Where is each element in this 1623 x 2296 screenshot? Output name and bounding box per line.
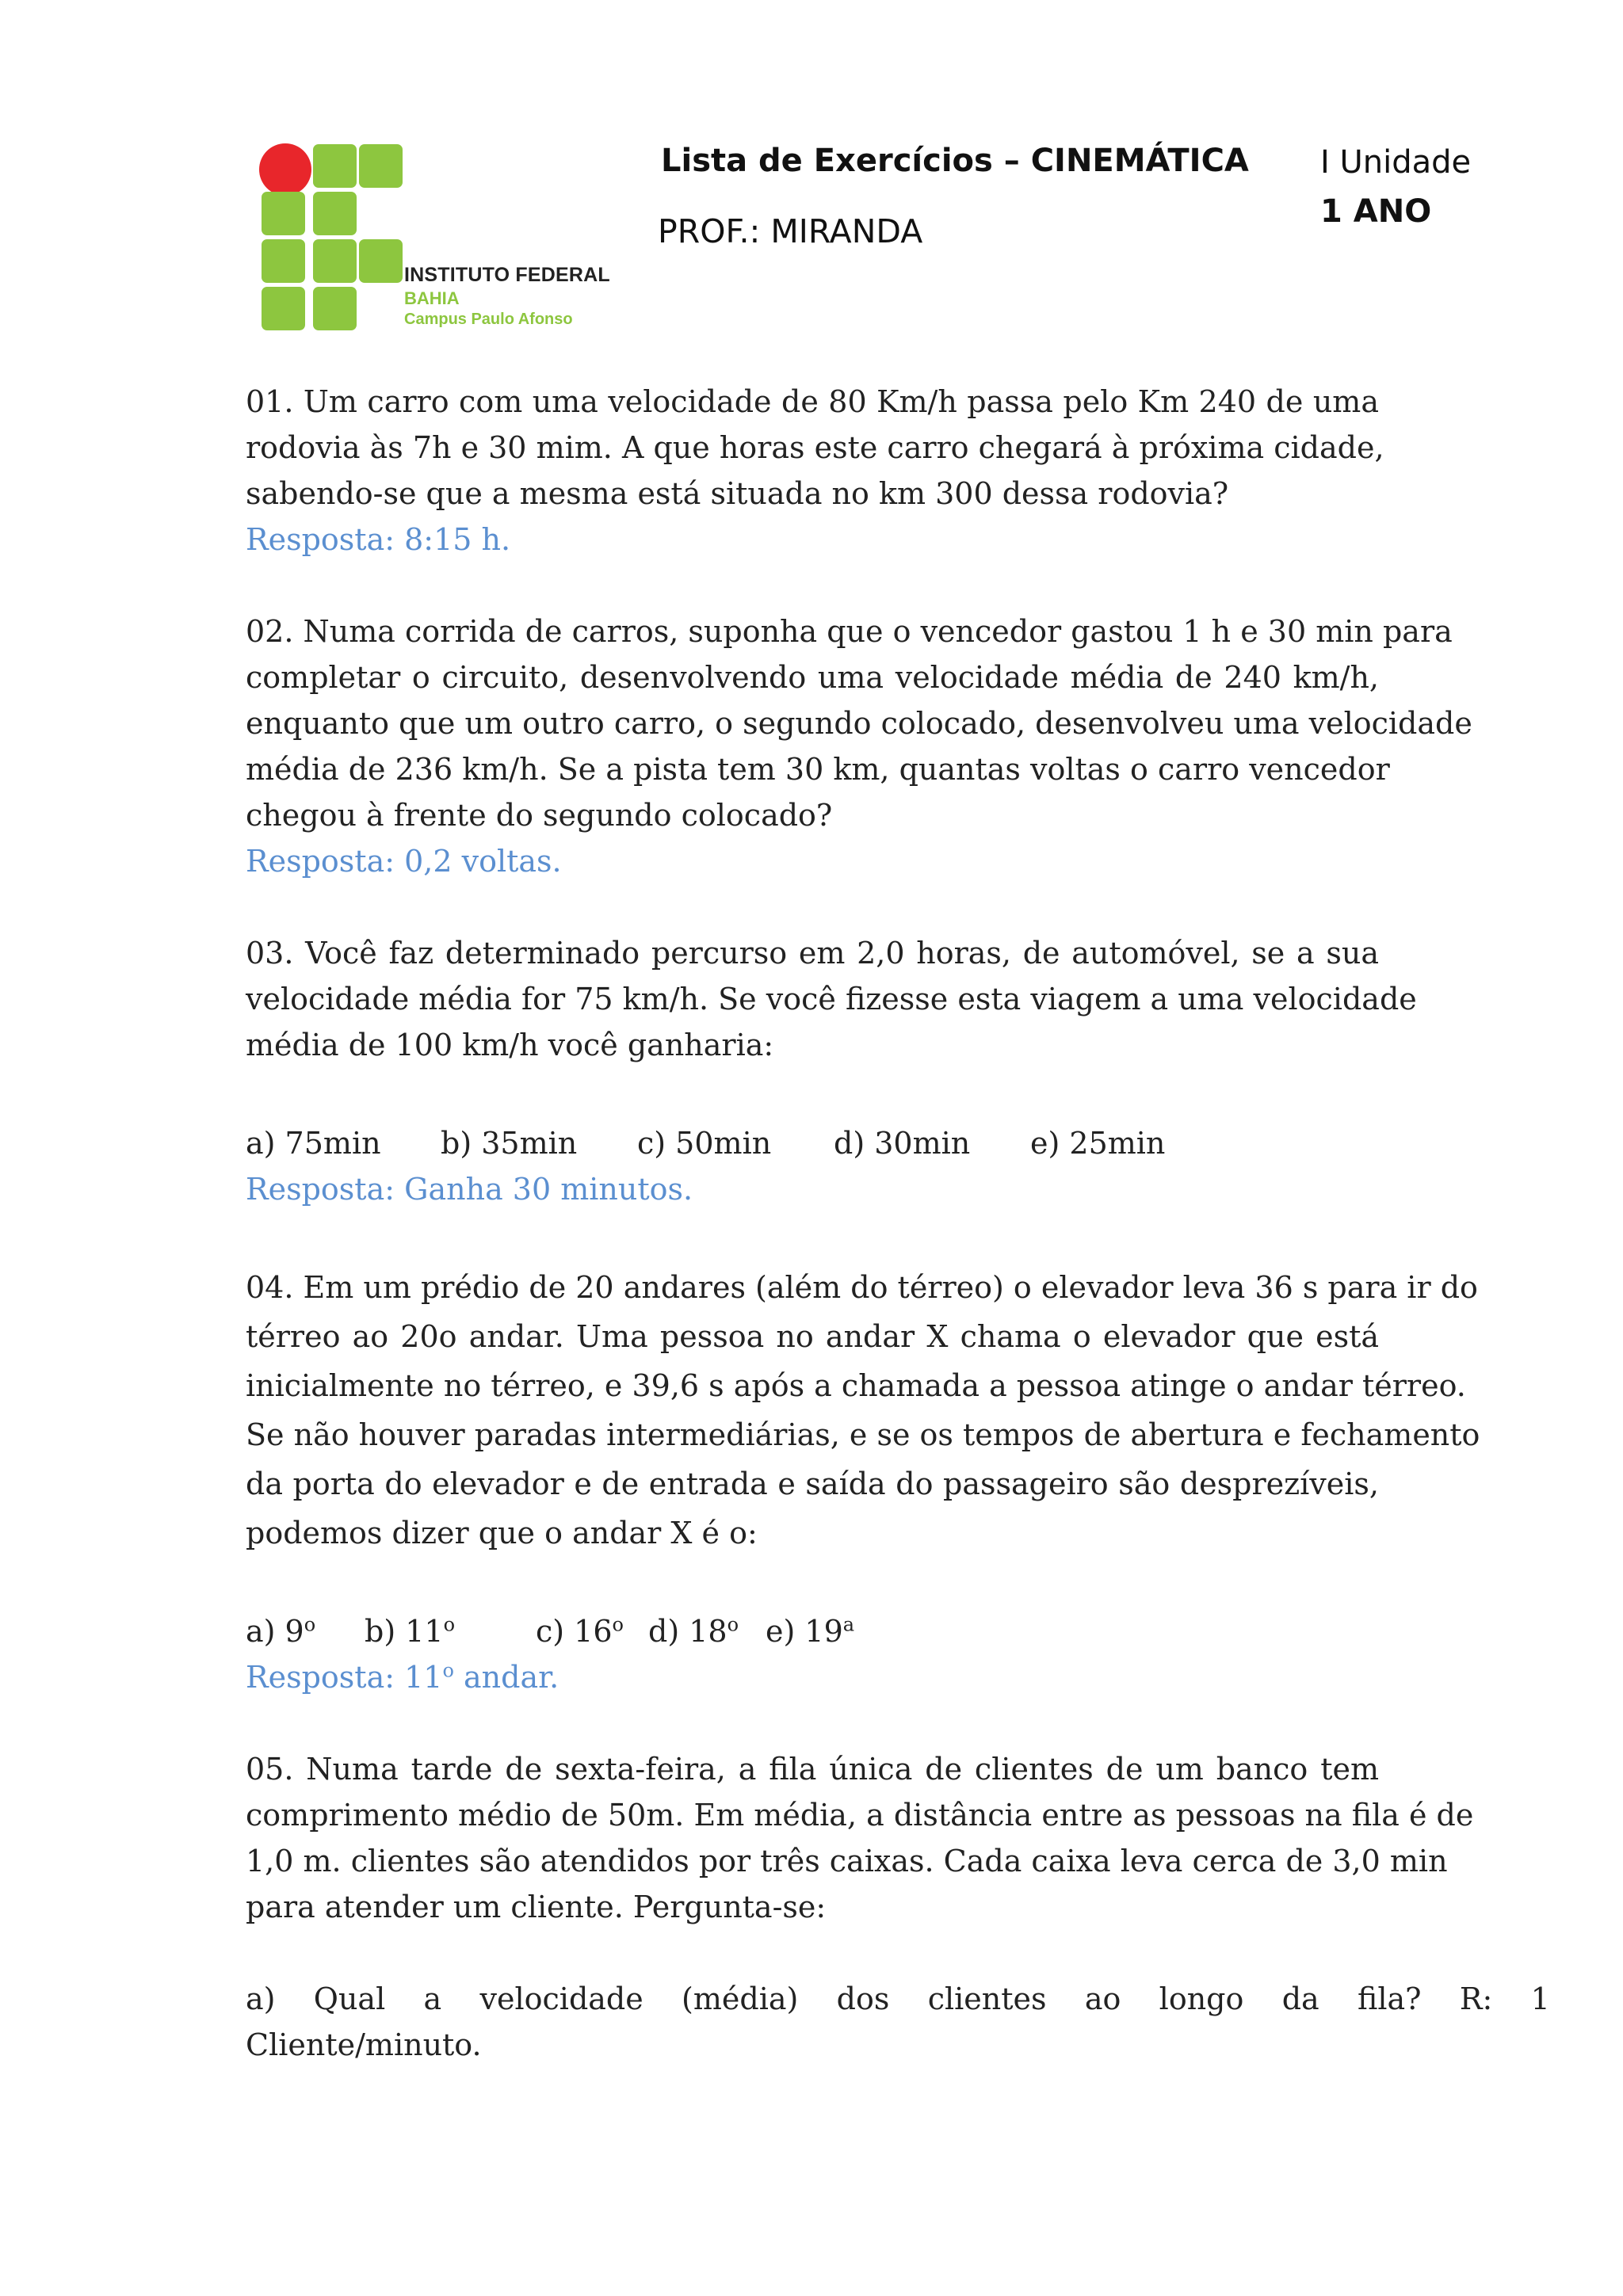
q4-line: da porta do elevador e de entrada e saída do passageiro são desprezíveis, [246,1466,1379,1501]
logo-square [262,192,305,235]
q2-line: completar o circuito, desenvolvendo uma velocidade média de 240 km/h, [246,660,1379,695]
q3-line: velocidade média for 75 km/h. Se você fizesse esta viagem a uma velocidade [246,982,1417,1016]
q1-answer: Resposta: 8:15 h. [246,522,511,557]
logo-square [262,239,305,283]
document-title: Lista de Exercícios – CINEMÁTICA [661,143,1249,179]
q3-answer: Resposta: Ganha 30 minutos. [246,1172,693,1207]
logo-square [359,239,403,283]
ordinal-indicator: o [442,1659,454,1682]
q4-option-d [648,1614,739,1649]
q4-option-c [536,1614,624,1649]
q4-answer [246,1660,1379,1695]
q4-option-b [365,1614,455,1649]
q5-line: 1,0 m. clientes são atendidos por três caixas. Cada caixa leva cerca de 3,0 min [246,1844,1448,1878]
q4-option-a [246,1614,315,1649]
q4-line: podemos dizer que o andar X é o: [246,1516,758,1550]
logo-square [262,287,305,330]
q4-option-e [766,1614,854,1649]
logo-square [313,192,357,235]
q3-option-e: e) 25min [1030,1126,1166,1161]
q5-item-a-line: a) Qual a velocidade (média) dos clientes ao longo da fila? R: 1 [246,1981,1550,2016]
logo-line-2: BAHIA [404,288,460,309]
professor-name: PROF.: MIRANDA [658,212,923,250]
option-label: d) 18 [648,1614,727,1649]
q4-line: Se não houver paradas intermediárias, e se os tempos de abertura e fechamento [246,1417,1480,1452]
option-label: a) 9 [246,1614,304,1649]
q4-line: inicialmente no térreo, e 39,6 s após a chamada a pessoa atinge o andar térreo. [246,1368,1466,1403]
option-label: c) 16 [536,1614,613,1649]
q5-line: 05. Numa tarde de sexta-feira, a fila única de clientes de um banco tem [246,1752,1379,1787]
q5-item-a-line: Cliente/minuto. [246,2027,482,2062]
logo-line-1: INSTITUTO FEDERAL [404,264,610,286]
option-label: e) 19 [766,1614,843,1649]
q3-option-a: a) 75min [246,1126,381,1161]
q3-option-c: c) 50min [637,1126,772,1161]
logo-square [313,239,357,283]
q2-line: média de 236 km/h. Se a pista tem 30 km, quantas voltas o carro vencedor [246,752,1390,787]
logo-square [313,287,357,330]
q2-line: enquanto que um outro carro, o segundo colocado, desenvolveu uma velocidade [246,706,1472,741]
answer-suffix: andar. [453,1660,559,1695]
q3-option-b: b) 35min [441,1126,578,1161]
q4-line: térreo ao 20o andar. Uma pessoa no andar X chama o elevador que está [246,1319,1379,1354]
q1-line: sabendo-se que a mesma está situada no km 300 dessa rodovia? [246,476,1229,511]
option-label: b) 11 [365,1614,444,1649]
logo-square [313,144,357,188]
q2-answer: Resposta: 0,2 voltas. [246,844,562,879]
ordinal-indicator: o [304,1613,316,1636]
answer-prefix: Resposta: 11 [246,1660,443,1695]
q5-line: comprimento médio de 50m. Em média, a distância entre as pessoas na fila é de [246,1798,1474,1833]
ordinal-indicator: o [612,1613,624,1636]
ordinal-indicator: a [842,1613,855,1636]
logo-red-circle [259,143,311,196]
q1-line: rodovia às 7h e 30 mim. A que horas este carro chegará à próxima cidade, [246,430,1384,465]
q5-line: para atender um cliente. Pergunta-se: [246,1890,827,1924]
logo-line-3: Campus Paulo Afonso [404,310,573,328]
logo-square [359,144,403,188]
q3-line: média de 100 km/h você ganharia: [246,1028,774,1062]
ordinal-indicator: o [727,1613,739,1636]
q3-line: 03. Você faz determinado percurso em 2,0 horas, de automóvel, se a sua [246,936,1379,971]
unit-label: I Unidade [1320,144,1472,181]
year-label: 1 ANO [1320,193,1432,230]
q1-line: 01. Um carro com uma velocidade de 80 Km/h passa pelo Km 240 de uma [246,384,1379,419]
q2-line: chegou à frente do segundo colocado? [246,798,833,833]
q3-option-d: d) 30min [834,1126,971,1161]
ordinal-indicator: o [443,1613,456,1636]
logo-text [404,263,610,330]
q4-line: 04. Em um prédio de 20 andares (além do térreo) o elevador leva 36 s para ir do [246,1270,1478,1305]
q2-line: 02. Numa corrida de carros, suponha que o vencedor gastou 1 h e 30 min para [246,614,1453,649]
